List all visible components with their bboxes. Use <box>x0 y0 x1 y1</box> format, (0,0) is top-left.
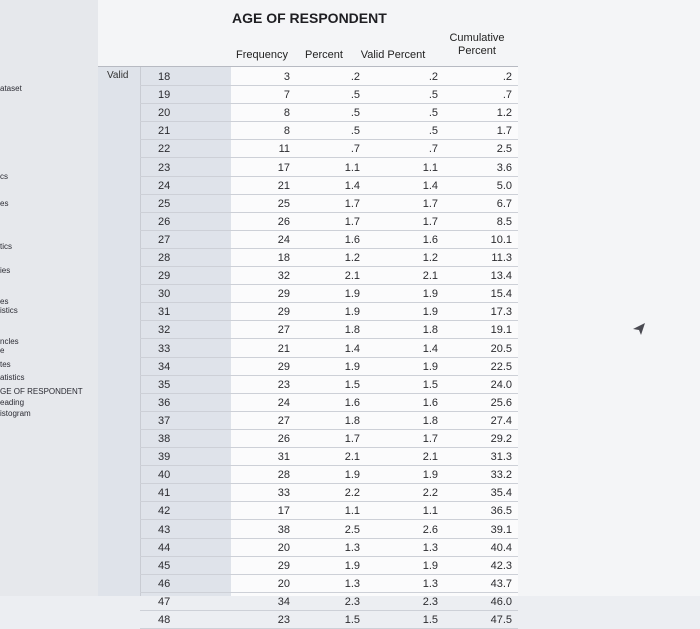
valid-percent-cell: 1.1 <box>422 505 438 518</box>
table-row <box>140 104 518 122</box>
frequency-cell: 23 <box>277 614 290 626</box>
nav-item-es-2[interactable]: es <box>0 297 9 306</box>
percent-cell: 1.9 <box>344 360 360 373</box>
arrow-cursor-icon <box>632 322 646 336</box>
percent-cell: 1.8 <box>344 414 360 427</box>
nav-item-age-of-respondent[interactable]: GE OF RESPONDENT <box>0 387 83 396</box>
age-cell: 43 <box>158 523 171 536</box>
frequency-cell: 32 <box>277 270 290 283</box>
valid-percent-cell: 1.5 <box>422 614 438 626</box>
nav-item-frequencies-statistics[interactable]: atistics <box>0 373 25 382</box>
valid-percent-cell: .2 <box>428 71 438 83</box>
percent-cell: 1.8 <box>344 324 360 337</box>
age-cell: 20 <box>158 107 171 120</box>
age-cell: 26 <box>158 215 171 228</box>
percent-cell: 1.9 <box>344 306 360 319</box>
percent-cell: 1.6 <box>344 396 360 409</box>
cumulative-percent-cell: 19.1 <box>490 324 512 337</box>
cumulative-percent-cell: 10.1 <box>490 233 512 246</box>
cumulative-percent-cell: 25.6 <box>490 396 512 409</box>
frequency-cell: 38 <box>277 523 290 536</box>
cumulative-percent-cell: 8.5 <box>496 215 512 228</box>
age-cell: 37 <box>158 414 171 427</box>
age-cell: 21 <box>158 125 171 138</box>
table-row <box>140 213 518 231</box>
cumulative-percent-cell: 13.4 <box>490 270 512 283</box>
table-row <box>140 557 518 575</box>
nav-item-histogram[interactable]: istogram <box>0 409 31 418</box>
table-row <box>140 358 518 376</box>
frequency-cell: 20 <box>277 541 290 554</box>
valid-percent-cell: 1.6 <box>422 396 438 409</box>
cumulative-percent-cell: 20.5 <box>490 342 512 355</box>
frequency-cell: 26 <box>277 433 290 445</box>
percent-cell: 1.7 <box>344 197 360 210</box>
table-row <box>140 285 518 303</box>
table-row <box>140 68 518 86</box>
percent-cell: 2.5 <box>344 523 360 536</box>
valid-percent-cell: 1.6 <box>422 233 438 246</box>
table-row <box>140 231 518 249</box>
valid-percent-cell: 1.4 <box>422 342 438 355</box>
table-row <box>140 502 518 520</box>
age-cell: 41 <box>158 487 171 500</box>
percent-cell: 1.7 <box>344 433 360 445</box>
table-row <box>140 303 518 321</box>
table-row <box>140 394 518 412</box>
percent-cell: 1.4 <box>344 179 360 192</box>
nav-item-tics[interactable]: tics <box>0 242 12 251</box>
frequency-cell: 24 <box>277 396 290 409</box>
table-title: AGE OF RESPONDENT <box>232 10 387 26</box>
cumulative-percent-cell: 22.5 <box>490 360 512 373</box>
frequency-cell: 18 <box>277 252 290 264</box>
table-row <box>140 611 518 629</box>
frequency-cell: 29 <box>277 306 290 319</box>
nav-item-title[interactable]: e <box>0 346 5 355</box>
cumulative-percent-cell: 2.5 <box>496 143 512 156</box>
age-cell: 40 <box>158 469 171 482</box>
table-row <box>140 159 518 177</box>
table-row <box>140 122 518 140</box>
age-cell: 48 <box>158 614 171 626</box>
valid-percent-cell: 2.1 <box>422 270 438 283</box>
valid-percent-cell: 1.9 <box>422 469 438 482</box>
valid-percent-header: Valid Percent <box>360 49 426 61</box>
frequency-cell: 8 <box>283 107 290 120</box>
cumulative-percent-header: Cumulative Percent <box>449 32 505 57</box>
frequency-cell: 31 <box>277 451 290 464</box>
cumulative-percent-cell: 5.0 <box>496 179 512 192</box>
table-row <box>140 376 518 394</box>
percent-cell: .7 <box>350 143 360 156</box>
table-row <box>140 267 518 285</box>
valid-percent-cell: .5 <box>428 125 438 138</box>
age-cell: 28 <box>158 252 171 264</box>
valid-percent-cell: .5 <box>428 107 438 120</box>
age-cell: 31 <box>158 306 171 319</box>
cumulative-percent-cell: 46.0 <box>490 595 512 608</box>
valid-percent-cell: 1.7 <box>422 197 438 210</box>
percent-cell: .5 <box>350 107 360 120</box>
table-row <box>140 321 518 339</box>
age-cell: 42 <box>158 505 171 518</box>
valid-percent-cell: .5 <box>428 89 438 102</box>
percent-cell: 2.1 <box>344 451 360 464</box>
cumulative-percent-cell: 40.4 <box>490 541 512 554</box>
table-row <box>140 249 518 267</box>
percent-cell: 1.5 <box>344 614 360 626</box>
cumulative-percent-cell: 33.2 <box>490 469 512 482</box>
percent-cell: 1.2 <box>344 252 360 264</box>
cumulative-percent-cell: 15.4 <box>490 288 512 301</box>
age-cell: 35 <box>158 378 171 391</box>
cumulative-percent-cell: 29.2 <box>490 433 512 445</box>
frequency-cell: 24 <box>277 233 290 246</box>
cumulative-percent-cell: 31.3 <box>490 451 512 464</box>
frequency-cell: 17 <box>277 161 290 174</box>
valid-percent-cell: 2.2 <box>422 487 438 500</box>
nav-item-statistics[interactable]: istics <box>0 306 18 315</box>
age-cell: 34 <box>158 360 171 373</box>
percent-cell: .2 <box>350 71 360 83</box>
frequency-cell: 11 <box>278 143 290 156</box>
age-cell: 18 <box>158 71 171 83</box>
cumulative-percent-cell: 42.3 <box>490 559 512 572</box>
valid-percent-cell: 1.7 <box>422 215 438 228</box>
cumulative-percent-cell: 1.7 <box>496 125 512 138</box>
frequency-cell: 27 <box>277 414 290 427</box>
age-cell: 29 <box>158 270 171 283</box>
age-cell: 32 <box>158 324 171 337</box>
cumulative-percent-cell: 43.7 <box>490 577 512 590</box>
frequency-cell: 23 <box>277 378 290 391</box>
table-row <box>140 430 518 448</box>
valid-percent-cell: 1.2 <box>422 252 438 264</box>
percent-cell: .5 <box>350 125 360 138</box>
frequency-header: Frequency <box>236 49 288 61</box>
valid-percent-cell: 1.9 <box>422 360 438 373</box>
frequency-cell: 8 <box>283 125 290 138</box>
age-cell: 38 <box>158 433 171 445</box>
percent-cell: .5 <box>350 89 360 102</box>
frequency-cell: 28 <box>277 469 290 482</box>
table-row <box>140 539 518 557</box>
percent-cell: 1.3 <box>344 541 360 554</box>
cumulative-percent-cell: 1.2 <box>496 107 512 120</box>
frequency-cell: 21 <box>277 179 290 192</box>
age-cell: 23 <box>158 161 171 174</box>
cumulative-percent-cell: 24.0 <box>490 378 512 391</box>
nav-item-cs[interactable]: cs <box>0 172 8 181</box>
table-row <box>140 466 518 484</box>
age-cell: 47 <box>158 595 171 608</box>
frequency-cell: 34 <box>277 595 290 608</box>
table-row <box>140 412 518 430</box>
valid-row-group-label: Valid <box>107 70 129 81</box>
age-cell: 36 <box>158 396 171 409</box>
age-cell: 33 <box>158 342 171 355</box>
percent-cell: 1.1 <box>344 161 360 174</box>
valid-percent-cell: 1.3 <box>422 541 438 554</box>
frequency-cell: 29 <box>277 360 290 373</box>
percent-cell: 1.9 <box>344 559 360 572</box>
table-row <box>140 340 518 358</box>
cumulative-percent-cell: 27.4 <box>490 414 512 427</box>
cumulative-percent-cell: 11.3 <box>491 252 512 264</box>
frequency-cell: 7 <box>283 89 290 102</box>
age-cell: 30 <box>158 288 171 301</box>
percent-cell: 2.1 <box>344 270 360 283</box>
valid-percent-cell: 1.8 <box>422 414 438 427</box>
table-row <box>140 575 518 593</box>
table-row <box>140 177 518 195</box>
percent-cell: 1.9 <box>344 288 360 301</box>
valid-percent-cell: 1.4 <box>422 179 438 192</box>
age-cell: 45 <box>158 559 171 572</box>
age-cell: 19 <box>158 89 171 102</box>
valid-percent-cell: 2.3 <box>422 595 438 608</box>
age-cell: 25 <box>158 197 171 210</box>
percent-header: Percent <box>305 49 343 61</box>
frequency-cell: 33 <box>277 487 290 500</box>
table-row <box>140 484 518 502</box>
frequency-cell: 21 <box>277 342 290 355</box>
cumulative-percent-cell: 35.4 <box>490 487 512 500</box>
percent-cell: 1.7 <box>344 215 360 228</box>
valid-percent-cell: 1.9 <box>422 288 438 301</box>
cumulative-percent-cell: 6.7 <box>496 197 512 210</box>
valid-percent-cell: 1.9 <box>422 306 438 319</box>
age-cell: 39 <box>158 451 171 464</box>
table-row <box>140 448 518 466</box>
percent-cell: 2.3 <box>344 595 360 608</box>
cumulative-percent-cell: .2 <box>502 71 512 83</box>
frequency-cell: 29 <box>277 559 290 572</box>
cumulative-percent-cell: 3.6 <box>496 161 512 174</box>
valid-percent-cell: 1.3 <box>422 577 438 590</box>
age-cell: 24 <box>158 179 171 192</box>
age-cell: 27 <box>158 233 171 246</box>
frequency-cell: 29 <box>277 288 290 301</box>
age-cell: 22 <box>158 143 171 156</box>
nav-item-notes-2[interactable]: tes <box>0 360 11 369</box>
valid-percent-cell: 1.9 <box>422 559 438 572</box>
percent-cell: 1.3 <box>344 577 360 590</box>
valid-percent-cell: 1.1 <box>422 161 438 174</box>
nav-item-es[interactable]: es <box>0 199 9 208</box>
age-cell: 46 <box>158 577 171 590</box>
nav-item-notes[interactable]: ncles <box>0 337 19 346</box>
nav-item-ies[interactable]: ies <box>0 266 11 275</box>
table-row <box>140 521 518 539</box>
table-row <box>140 195 518 213</box>
age-cell: 44 <box>158 541 171 554</box>
valid-percent-cell: 2.1 <box>422 451 438 464</box>
table-row <box>140 140 518 158</box>
valid-percent-cell: 1.7 <box>422 433 438 445</box>
percent-cell: 1.9 <box>344 469 360 482</box>
nav-item-heading[interactable]: eading <box>0 398 25 407</box>
percent-cell: 1.1 <box>344 505 360 518</box>
percent-cell: 1.4 <box>344 342 360 355</box>
table-row <box>140 86 518 104</box>
frequency-cell: 26 <box>277 215 290 228</box>
percent-cell: 1.6 <box>344 233 360 246</box>
percent-cell: 1.5 <box>344 378 360 391</box>
frequency-cell: 17 <box>277 505 290 518</box>
frequency-cell: 25 <box>277 197 290 210</box>
valid-percent-cell: 1.5 <box>422 378 438 391</box>
cumulative-percent-cell: 17.3 <box>490 306 512 319</box>
nav-item-dataset[interactable]: ataset <box>0 84 22 93</box>
valid-percent-cell: .7 <box>428 143 438 156</box>
frequency-cell: 3 <box>283 71 290 83</box>
percent-cell: 2.2 <box>344 487 360 500</box>
cumulative-percent-cell: 47.5 <box>490 614 512 626</box>
cumulative-percent-cell: 39.1 <box>490 523 512 536</box>
cumulative-percent-cell: .7 <box>502 89 512 102</box>
frequency-cell: 27 <box>277 324 290 337</box>
cumulative-percent-cell: 36.5 <box>490 505 512 518</box>
frequency-cell: 20 <box>277 577 290 590</box>
valid-percent-cell: 1.8 <box>422 324 438 337</box>
valid-percent-cell: 2.6 <box>422 523 438 536</box>
